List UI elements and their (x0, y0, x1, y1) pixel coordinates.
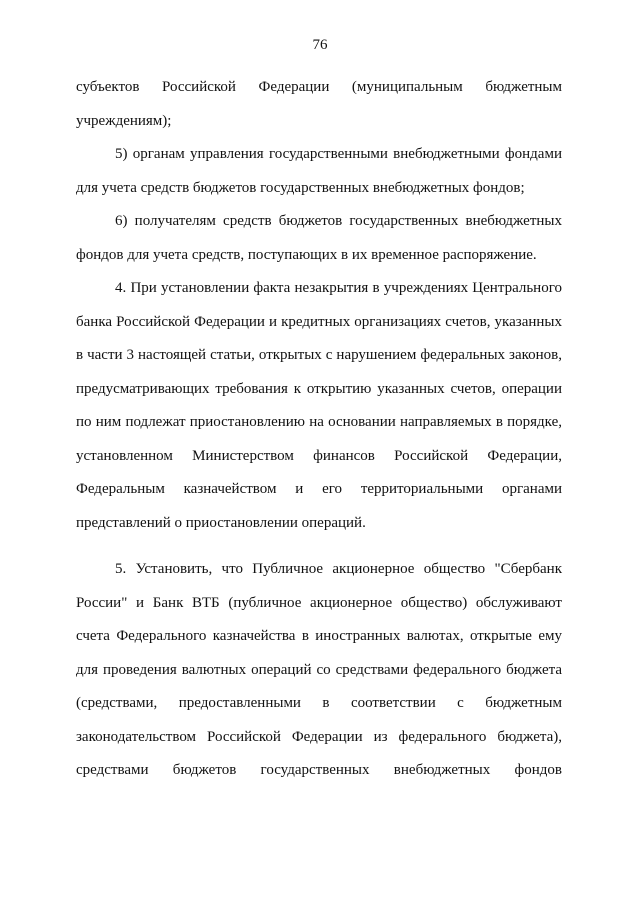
text-line: в части 3 настоящей статьи, открытых с нарушением федеральных законов, (76, 347, 562, 363)
text-line: России" и Банк ВТБ (публичное акционерное общество) обслуживают (76, 594, 562, 611)
text-line: для проведения валютных операций со средствами федерального бюджета (76, 661, 562, 678)
text-line: предусматривающих требования к открытию указанных счетов, операции (76, 380, 562, 397)
text-line: средствами бюджетов государственных внебюджетных фондов (76, 762, 562, 778)
paragraph-item-6 (76, 205, 562, 272)
text-line: счета Федерального казначейства в иностранных валютах, открытые ему (76, 628, 562, 644)
text-line: банка Российской Федерации и кредитных организациях счетов, указанных (76, 313, 562, 330)
text-line: фондов для учета средств, поступающих в их временное распоряжение. (76, 246, 537, 263)
text-line: 5. Установить, что Публичное акционерное общество "Сбербанк (115, 561, 562, 577)
text-line: 4. При установлении факта незакрытия в учреждениях Центрального (115, 280, 562, 296)
text-line: законодательством Российской Федерации из федерального бюджета), (76, 728, 562, 745)
text-line: учреждениям); (76, 112, 172, 129)
text-line: (средствами, предоставленными в соответствии с бюджетным (76, 695, 562, 711)
paragraph-part-4 (76, 272, 562, 540)
page-number: 76 (312, 37, 328, 53)
text-line: представлений о приостановлении операций. (76, 514, 366, 531)
text-line: для учета средств бюджетов государственных внебюджетных фондов; (76, 179, 525, 196)
text-line: субъектов Российской Федерации (муниципальным бюджетным (76, 79, 562, 95)
paragraph-continuation (76, 71, 562, 138)
text-line: Федеральным казначейством и его территориальными органами (76, 481, 562, 497)
paragraph-item-5 (76, 138, 562, 205)
text-line: по ним подлежат приостановлению на основании направляемых в порядке, (76, 414, 562, 430)
document-body (76, 71, 562, 788)
text-line: 6) получателям средств бюджетов государственных внебюджетных (115, 213, 562, 229)
paragraph-part-5 (76, 553, 562, 788)
paragraph-spacer (76, 540, 562, 553)
text-line: 5) органам управления государственными внебюджетными фондами (115, 146, 562, 162)
text-line: установленном Министерством финансов Российской Федерации, (76, 447, 562, 464)
